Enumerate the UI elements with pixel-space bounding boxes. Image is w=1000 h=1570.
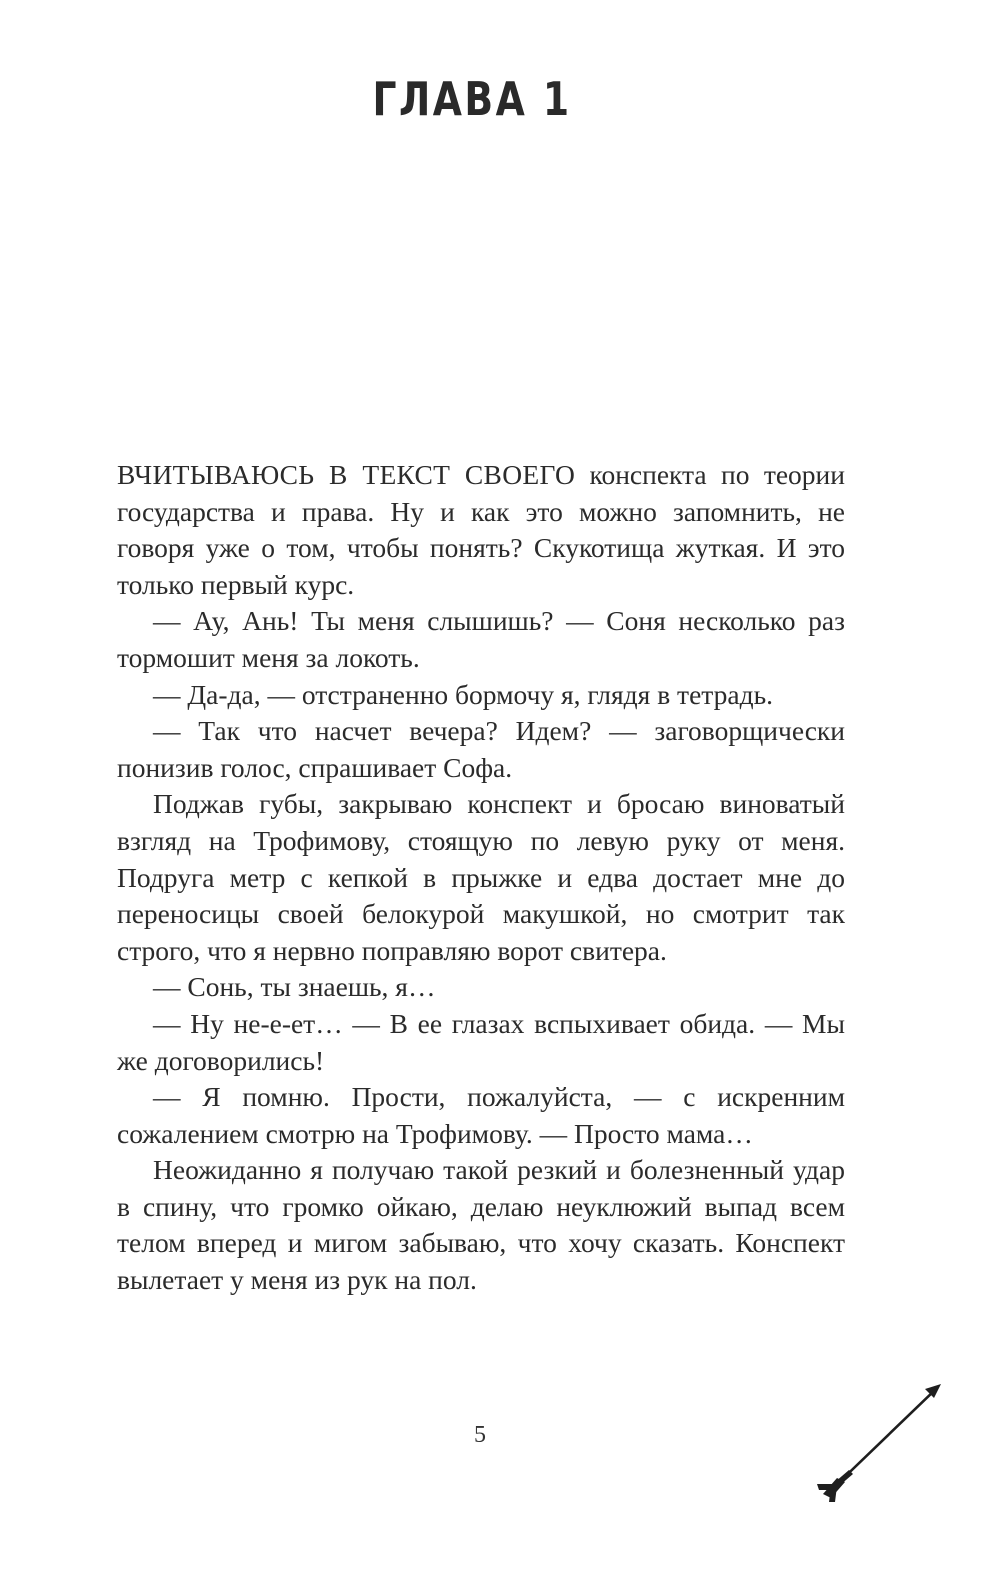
- arrow-icon: [815, 1380, 945, 1505]
- paragraph-lead-in: ВЧИТЫВАЮСЬ В ТЕКСТ СВОЕГО: [117, 459, 576, 490]
- paragraph-8: — Я помню. Прости, пожалуйста, — с искренним сожалением смотрю на Трофимову. — Просто мама…: [117, 1081, 845, 1149]
- page-number: 5: [474, 1422, 486, 1448]
- chapter-body: [117, 457, 845, 1299]
- paragraph-6: — Сонь, ты знаешь, я…: [153, 971, 436, 1003]
- paragraph-7: — Ну не-е-ет… — В ее глазах вспыхивает обида. — Мы же договорились!: [117, 1007, 845, 1076]
- paragraph-3: — Да-да, — отстраненно бормочу я, глядя в тетрадь.: [153, 678, 773, 710]
- paragraph-9: Неожиданно я получаю такой резкий и болезненный удар в спину, что громко ойкаю, делаю неуклюжий выпад всем телом вперед и мигом забываю, что хочу сказать. Конспект вылетает у меня из рук на пол.: [117, 1154, 845, 1296]
- paragraph-1: [117, 457, 845, 603]
- paragraph-text: конспекта по теории государства и права. Ну и как это можно запомнить, не говоря уже о том, чтобы понять? Скукотища жуткая. И это только первый курс.: [117, 459, 845, 600]
- paragraph-2: — Ау, Ань! Ты меня слышишь? — Соня несколько раз тормошит меня за локоть.: [117, 605, 845, 673]
- chapter-title: ГЛАВА 1: [372, 72, 572, 126]
- paragraph-5: Поджав губы, закрываю конспект и бросаю виноватый взгляд на Трофимову, стоящую по левую руку от меня. Подруга метр с кепкой в прыжке и едва достает мне до переносицы своей белокурой макушкой, но смотрит так строго, что я нервно поправляю ворот свитера.: [117, 788, 845, 966]
- paragraph-4: — Так что насчет вечера? Идем? — заговорщически понизив голос, спрашивает Софа.: [117, 715, 845, 783]
